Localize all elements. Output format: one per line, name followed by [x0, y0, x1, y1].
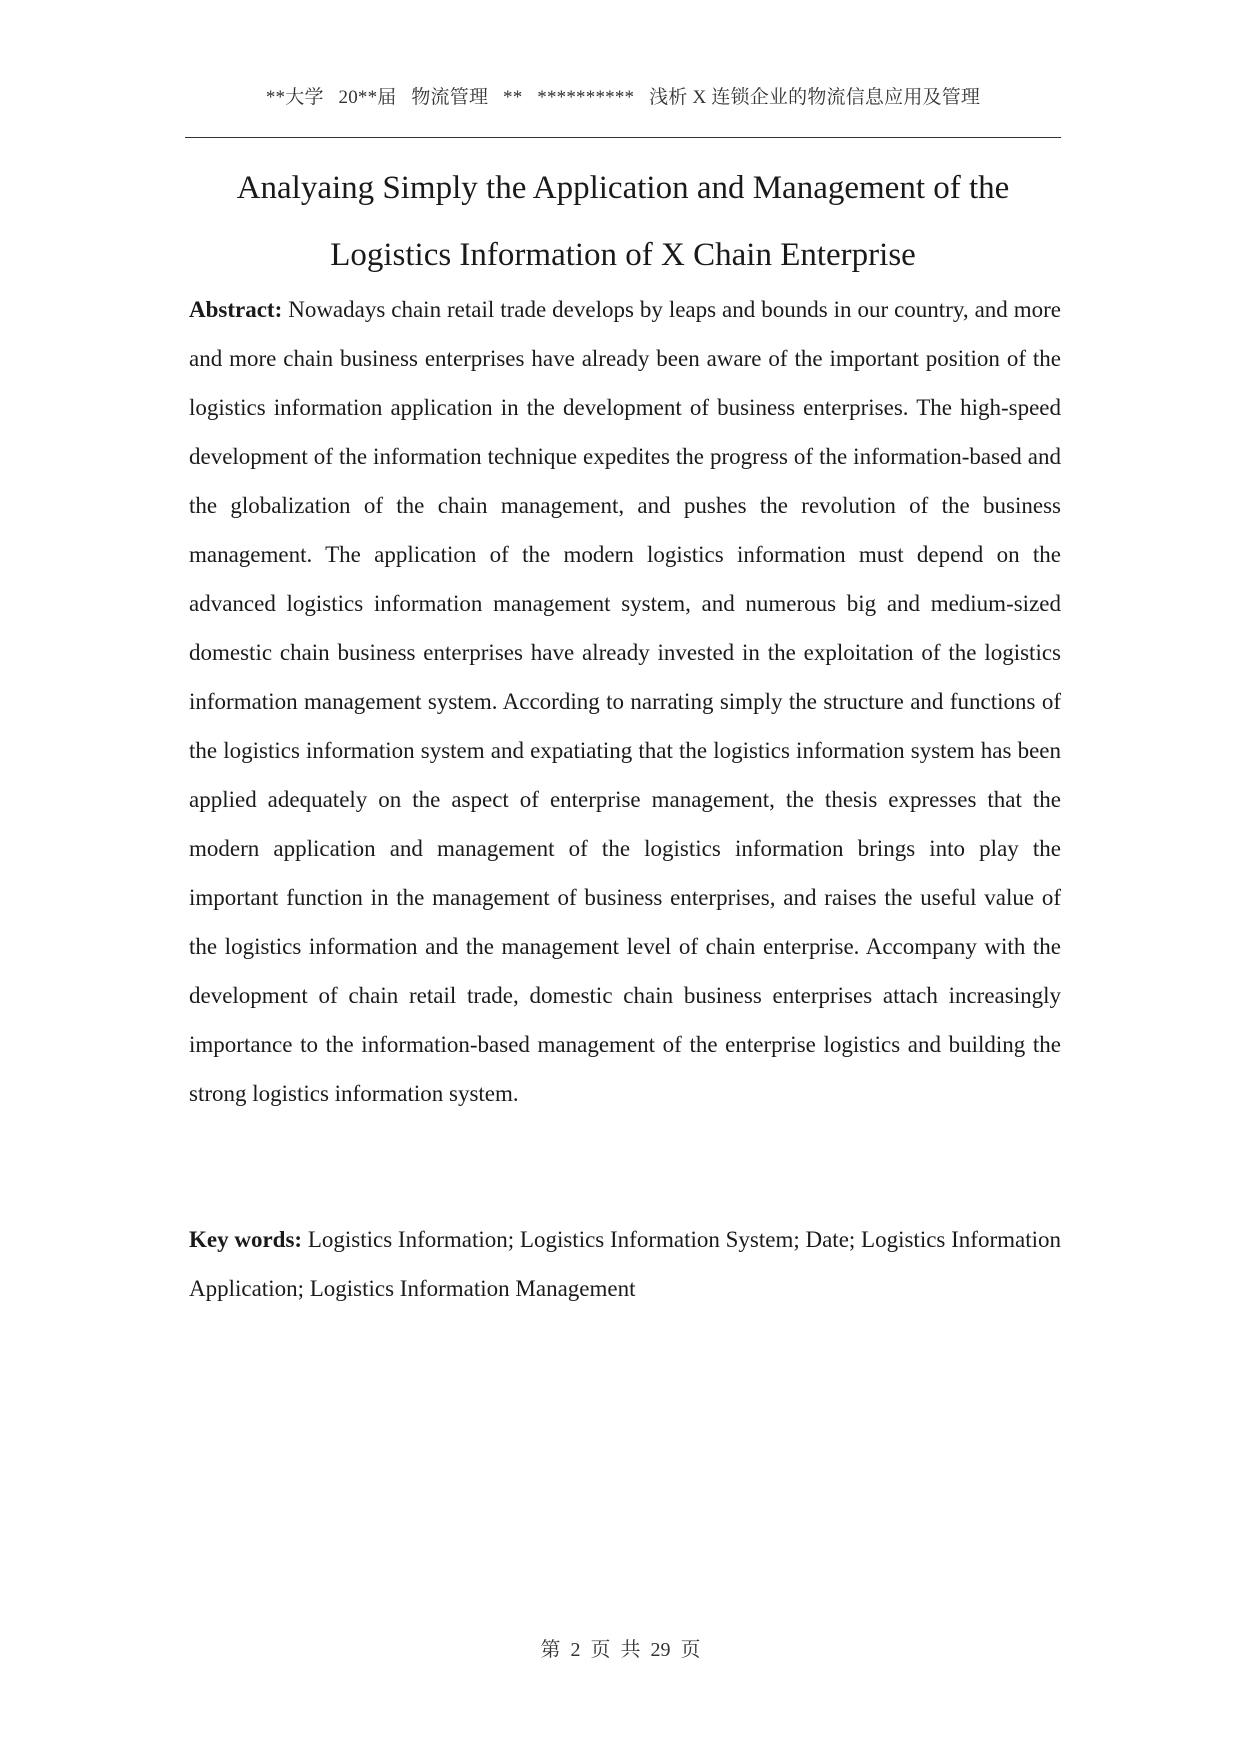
abstract-paragraph — [189, 285, 1061, 1118]
keywords-label: Key words: — [189, 1227, 303, 1252]
title-line-1: Analyaing Simply the Application and Management of the — [236, 170, 1010, 206]
keywords-paragraph — [189, 1215, 1061, 1313]
header-divider — [185, 137, 1061, 138]
running-header: **大学 20**届 物流管理 ** ********** 浅析 X 连锁企业的物流信息应用及管理 — [265, 87, 981, 108]
keywords-text: Logistics Information; Logistics Information System; Date; Logistics Information Application; Logistics Information Management — [189, 1227, 1061, 1301]
title-line-2: Logistics Information of X Chain Enterprise — [330, 237, 916, 273]
abstract-text: Nowadays chain retail trade develops by leaps and bounds in our country, and more and more chain business enterprises have already been aware of the important position of the logistics information application in the development of business enterprises. The high-speed development of the information technique expedites the progress of the information-based and the globalization of the chain management, and pushes the revolution of the business management. The application of the modern logistics information must depend on the advanced logistics information management system, and numerous big and medium-sized domestic chain business enterprises have already invested in the exploitation of the logistics information management system. According to narrating simply the structure and functions of the logistics information system and expatiating that the logistics information system has been applied adequately on the aspect of enterprise management, the thesis expresses that the modern application and management of the logistics information brings into play the important function in the management of business enterprises, and raises the useful value of the logistics information and the management level of chain enterprise. Accompany with the development of chain retail trade, domestic chain business enterprises attach increasingly importance to the information-based management of the enterprise logistics and building the strong logistics information system. — [189, 297, 1061, 1106]
page-number-footer: 第 2 页 共 29 页 — [540, 1639, 701, 1661]
paper-title — [185, 155, 1061, 289]
abstract-label: Abstract: — [189, 297, 283, 322]
